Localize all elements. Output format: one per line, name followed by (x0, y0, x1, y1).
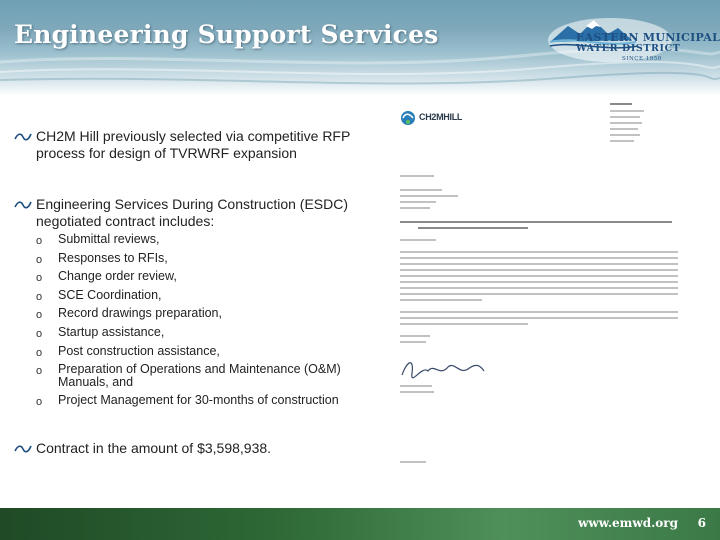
circle-bullet-icon: o (36, 309, 43, 322)
slide-title: Engineering Support Services (14, 20, 439, 49)
logo-text-line2: WATER DISTRICT (576, 43, 681, 54)
bullet-item-3 (14, 440, 374, 457)
bullet-wave-icon (14, 198, 32, 211)
circle-bullet-icon: o (36, 346, 43, 359)
letter-company-name: CH2MHILL (419, 112, 463, 122)
circle-bullet-icon: o (36, 327, 43, 340)
sub-bullet-item: o Responses to RFIs, (36, 250, 168, 266)
circle-bullet-icon: o (36, 253, 43, 266)
bullet-text: Engineering Services During Construction (ESDC) negotiated contract includes: (36, 196, 349, 229)
sub-bullet-item: o SCE Coordination, (36, 287, 162, 303)
bullet-list (0, 0, 380, 500)
sub-bullet-item: o Preparation of Operations and Maintenance (O&M) Manuals, and (36, 362, 341, 390)
bullet-item-1 (14, 128, 374, 162)
sub-bullet-item: o Startup assistance, (36, 324, 165, 340)
logo-since-text: SINCE 1950 (622, 56, 662, 62)
sub-bullet-item: o Submittal reviews, (36, 232, 160, 247)
circle-bullet-icon: o (36, 235, 43, 247)
circle-bullet-icon: o (36, 396, 43, 409)
bullet-text: CH2M Hill previously selected via competitive RFP process for design of TVRWRF expansion (36, 128, 351, 161)
signature-image (398, 353, 488, 383)
district-logo (546, 12, 720, 64)
sub-bullet-item: o Project Management for 30-months of construction (36, 393, 339, 409)
ch2mhill-letter-image (388, 97, 684, 472)
logo-text-line1: EASTERN MUNICIPAL (576, 31, 720, 44)
circle-bullet-icon: o (36, 290, 43, 303)
bullet-wave-icon (14, 130, 32, 143)
footer-url[interactable]: www.emwd.org (578, 516, 678, 530)
sub-bullet-item: o Post construction assistance, (36, 343, 220, 359)
circle-bullet-icon: o (36, 272, 43, 285)
page-number: 6 (697, 516, 706, 530)
footer-band (0, 508, 720, 540)
sub-bullet-item: o Record drawings preparation, (36, 306, 222, 322)
bullet-wave-icon (14, 442, 32, 455)
circle-bullet-icon: o (36, 365, 43, 378)
bullet-item-2 (14, 196, 374, 230)
sub-bullet-list (36, 233, 376, 412)
sub-bullet-item: o Change order review, (36, 269, 177, 285)
bullet-text: Contract in the amount of $3,598,938. (36, 440, 272, 456)
